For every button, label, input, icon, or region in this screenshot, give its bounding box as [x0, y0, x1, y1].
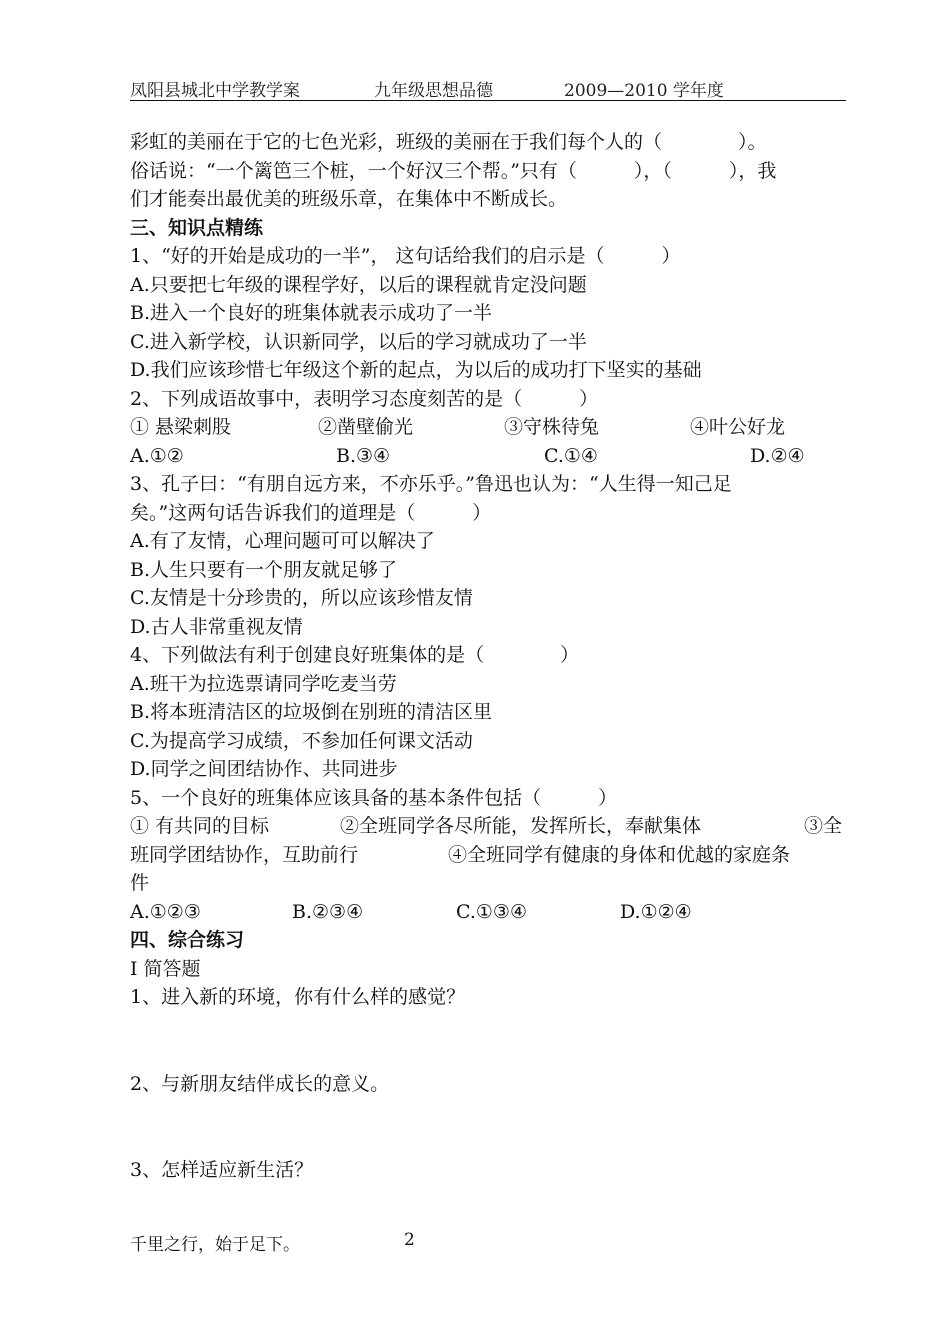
short-answer-question: 1、进入新的环境，你有什么样的感觉？ [130, 986, 466, 1008]
question-option: B.将本班清洁区的垃圾倒在别班的清洁区里 [130, 701, 493, 723]
question-choices-row [130, 442, 846, 471]
question-stem: 3、孔子曰：“有朋自远方来，不亦乐乎。”鲁迅也认为：“人生得一知己足 [130, 473, 732, 495]
question-item: ① 悬梁刺股 [130, 416, 232, 438]
question-items-row [130, 841, 846, 870]
question-items-row [130, 812, 846, 841]
question-choice: D.②④ [750, 444, 805, 467]
page-number: 2 [404, 1230, 415, 1250]
question-option: A.只要把七年级的课程学好，以后的课程就肯定没问题 [130, 273, 587, 296]
question-option: B.人生只要有一个朋友就足够了 [130, 558, 398, 581]
question-item: ③全 [804, 815, 843, 837]
question-option: C.进入新学校，认识新同学，以后的学习就成功了一半 [130, 330, 587, 353]
question-item: ① 有共同的目标 [130, 815, 270, 837]
question-item: ②凿壁偷光 [318, 416, 414, 438]
question-option: A.班干为拉选票请同学吃麦当劳 [130, 672, 397, 695]
question-option: A.有了友情，心理问题可可以解决了 [130, 530, 435, 552]
answer-space [130, 1098, 846, 1156]
header-school-year: 2009—2010 学年度 [564, 81, 724, 101]
question-item: ④全班同学有健康的身体和优越的家庭条 [448, 843, 791, 866]
question-option: D.古人非常重视友情 [130, 615, 303, 638]
question-choice: D.①②④ [620, 900, 692, 923]
question-item: ③守株待兔 [504, 416, 600, 438]
question-stem: 5、一个良好的班集体应该具备的基本条件包括（ ） [130, 786, 618, 809]
question-choice: A.①②③ [130, 900, 201, 923]
question-option: C.友情是十分珍贵的，所以应该珍惜友情 [130, 587, 473, 609]
question-stem: 1、“好的开始是成功的一半”， 这句话给我们的启示是（ ） [130, 245, 681, 267]
intro-line: 俗话说：“一个篱笆三个桩，一个好汉三个帮。”只有（ ），（ ），我 [130, 159, 777, 182]
section-subtitle: Ⅰ 简答题 [130, 957, 201, 980]
question-choice: A.①② [130, 444, 184, 467]
answer-space [130, 1012, 846, 1070]
question-choice: B.③④ [336, 444, 391, 467]
question-items-row [130, 413, 846, 442]
question-choice: C.①④ [544, 444, 598, 467]
header-school: 凤阳县城北中学教学案 [130, 81, 300, 101]
question-option: D.我们应该珍惜七年级这个新的起点，为以后的成功打下坚实的基础 [130, 359, 702, 381]
question-item: 件 [130, 872, 150, 894]
question-option: C.为提高学习成绩，不参加任何课文活动 [130, 729, 473, 752]
header-grade-subject: 九年级思想品德 [374, 81, 493, 101]
question-choice: C.①③④ [456, 900, 527, 923]
section-title: 三、知识点精练 [130, 216, 264, 239]
short-answer-question: 2、与新朋友结伴成长的意义。 [130, 1072, 390, 1095]
page-content [130, 128, 846, 1185]
question-option: B.进入一个良好的班集体就表示成功了一半 [130, 302, 493, 324]
short-answer-question: 3、怎样适应新生活？ [130, 1159, 314, 1181]
intro-line: 们才能奏出最优美的班级乐章，在集体中不断成长。 [130, 188, 568, 210]
question-option: D.同学之间团结协作、共同进步 [130, 758, 398, 780]
question-stem: 矣。”这两句话告诉我们的道理是（ ） [130, 501, 492, 524]
intro-line: 彩虹的美丽在于它的七色光彩，班级的美丽在于我们每个人的（ ）。 [130, 131, 767, 153]
section-title: 四、综合练习 [130, 929, 245, 951]
footer-motto: 千里之行，始于足下。 [130, 1235, 300, 1255]
question-item: ②全班同学各尽所能，发挥所长，奉献集体 [340, 815, 702, 837]
question-item: ④叶公好龙 [690, 416, 786, 438]
question-item: 班同学团结协作，互助前行 [130, 843, 359, 866]
page-header [130, 76, 846, 101]
question-choices-row [130, 898, 846, 927]
question-stem: 4、下列做法有利于创建良好班集体的是（ ） [130, 644, 580, 666]
question-choice: B.②③④ [292, 900, 364, 923]
question-stem: 2、下列成语故事中，表明学习态度刻苦的是（ ） [130, 387, 599, 410]
